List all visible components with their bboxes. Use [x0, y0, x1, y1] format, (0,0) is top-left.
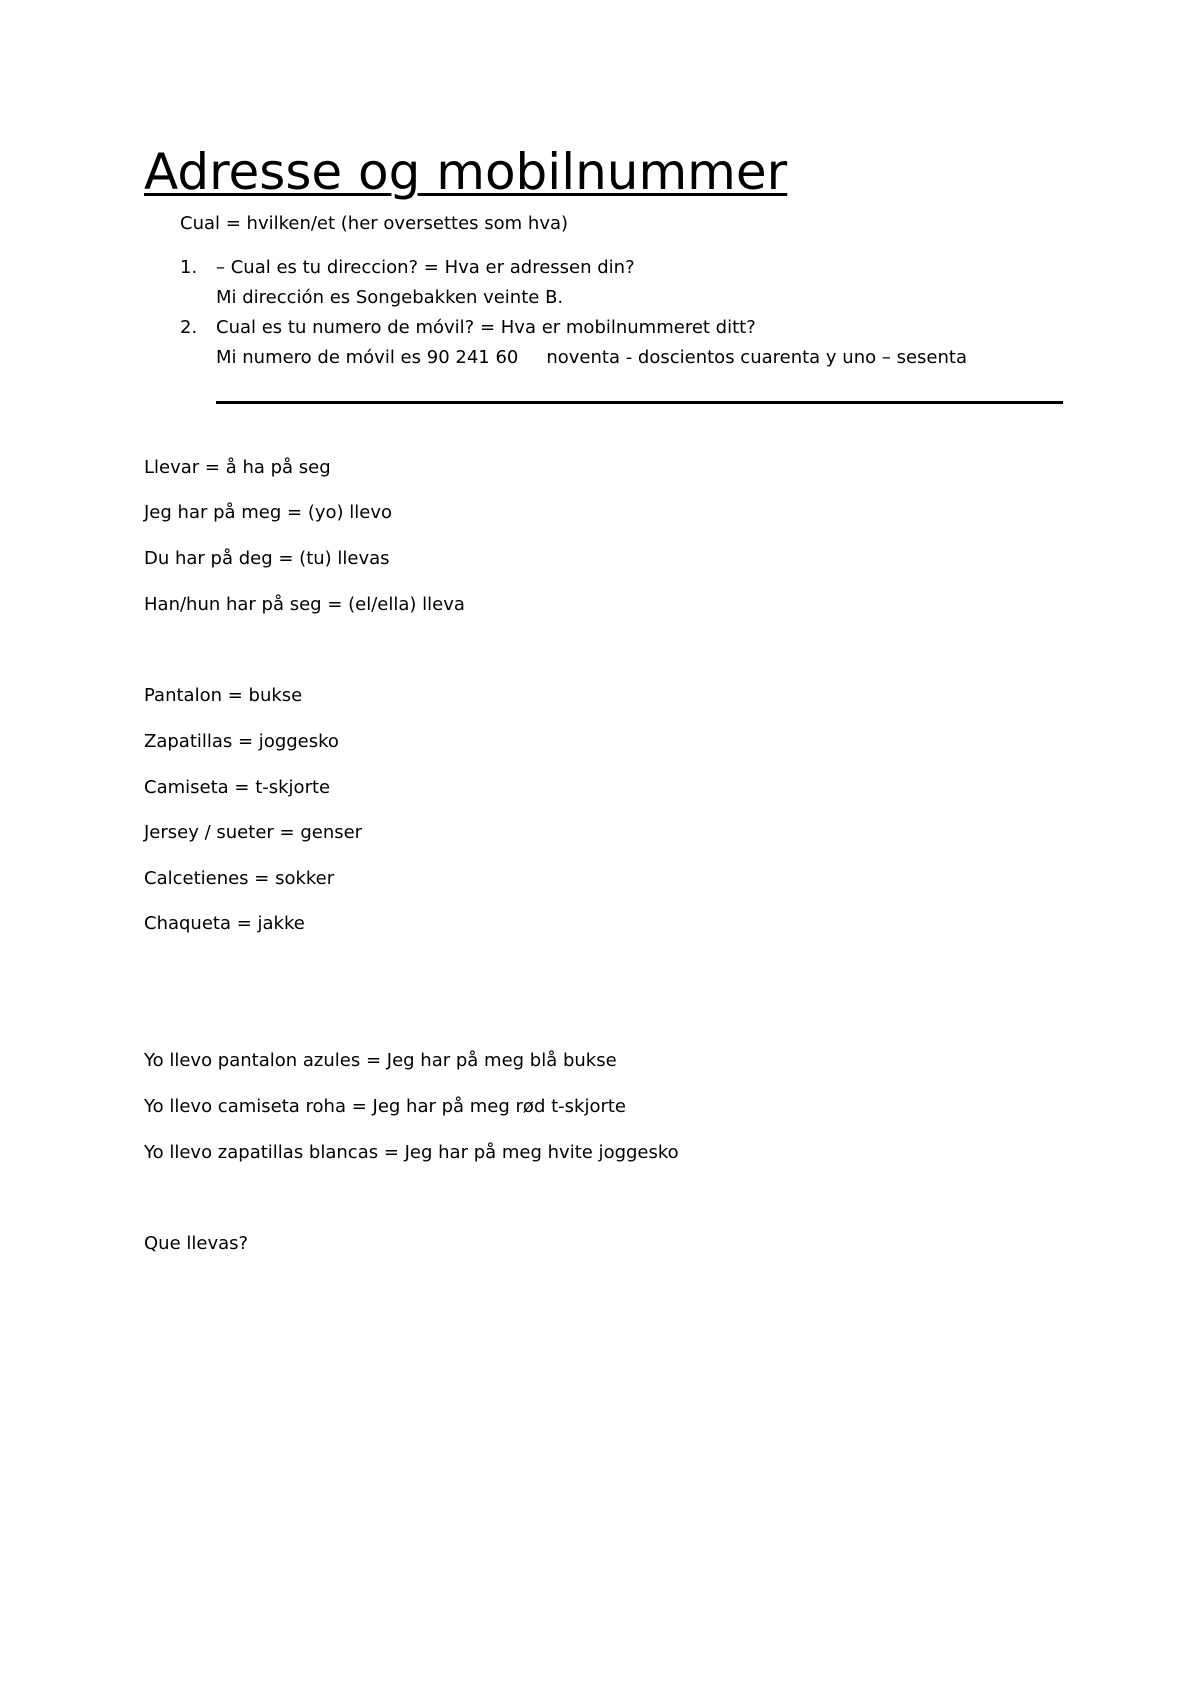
example-sentence: Yo llevo camiseta roha = Jeg har på meg rød t-skjorte [144, 1096, 626, 1117]
clothes-item: Chaqueta = jakke [144, 913, 305, 934]
llevar-line: Llevar = å ha på seg [144, 457, 331, 478]
answer-2: Mi numero de móvil es 90 241 60 [216, 347, 519, 368]
llevar-line: Du har på deg = (tu) llevas [144, 548, 390, 569]
question-1: – Cual es tu direccion? = Hva er adressen din? [216, 257, 635, 278]
answer-2-words: noventa - doscientos cuarenta y uno – sesenta [546, 347, 967, 368]
clothes-item: Camiseta = t-skjorte [144, 777, 331, 798]
llevar-line: Jeg har på meg = (yo) llevo [144, 502, 393, 523]
clothes-item: Jersey / sueter = genser [144, 822, 363, 843]
clothes-item: Zapatillas = joggesko [144, 731, 339, 752]
llevar-line: Han/hun har på seg = (el/ella) lleva [144, 594, 465, 615]
list-number-2: 2. [180, 317, 198, 338]
list-number-1: 1. [180, 257, 198, 278]
answer-1: Mi dirección es Songebakken veinte B. [216, 287, 564, 308]
example-sentence: Yo llevo zapatillas blancas = Jeg har på meg hvite joggesko [144, 1142, 679, 1163]
clothes-item: Calcetienes = sokker [144, 868, 335, 889]
page-title: Adresse og mobilnummer [144, 143, 788, 201]
example-sentence: Yo llevo pantalon azules = Jeg har på meg blå bukse [144, 1050, 617, 1071]
horizontal-rule [216, 401, 1063, 404]
intro-line: Cual = hvilken/et (her oversettes som hva) [180, 213, 569, 234]
clothes-item: Pantalon = bukse [144, 685, 303, 706]
closing-question: Que llevas? [144, 1233, 249, 1254]
answer-2-line [216, 346, 967, 370]
question-2: Cual es tu numero de móvil? = Hva er mobilnummeret ditt? [216, 317, 756, 338]
